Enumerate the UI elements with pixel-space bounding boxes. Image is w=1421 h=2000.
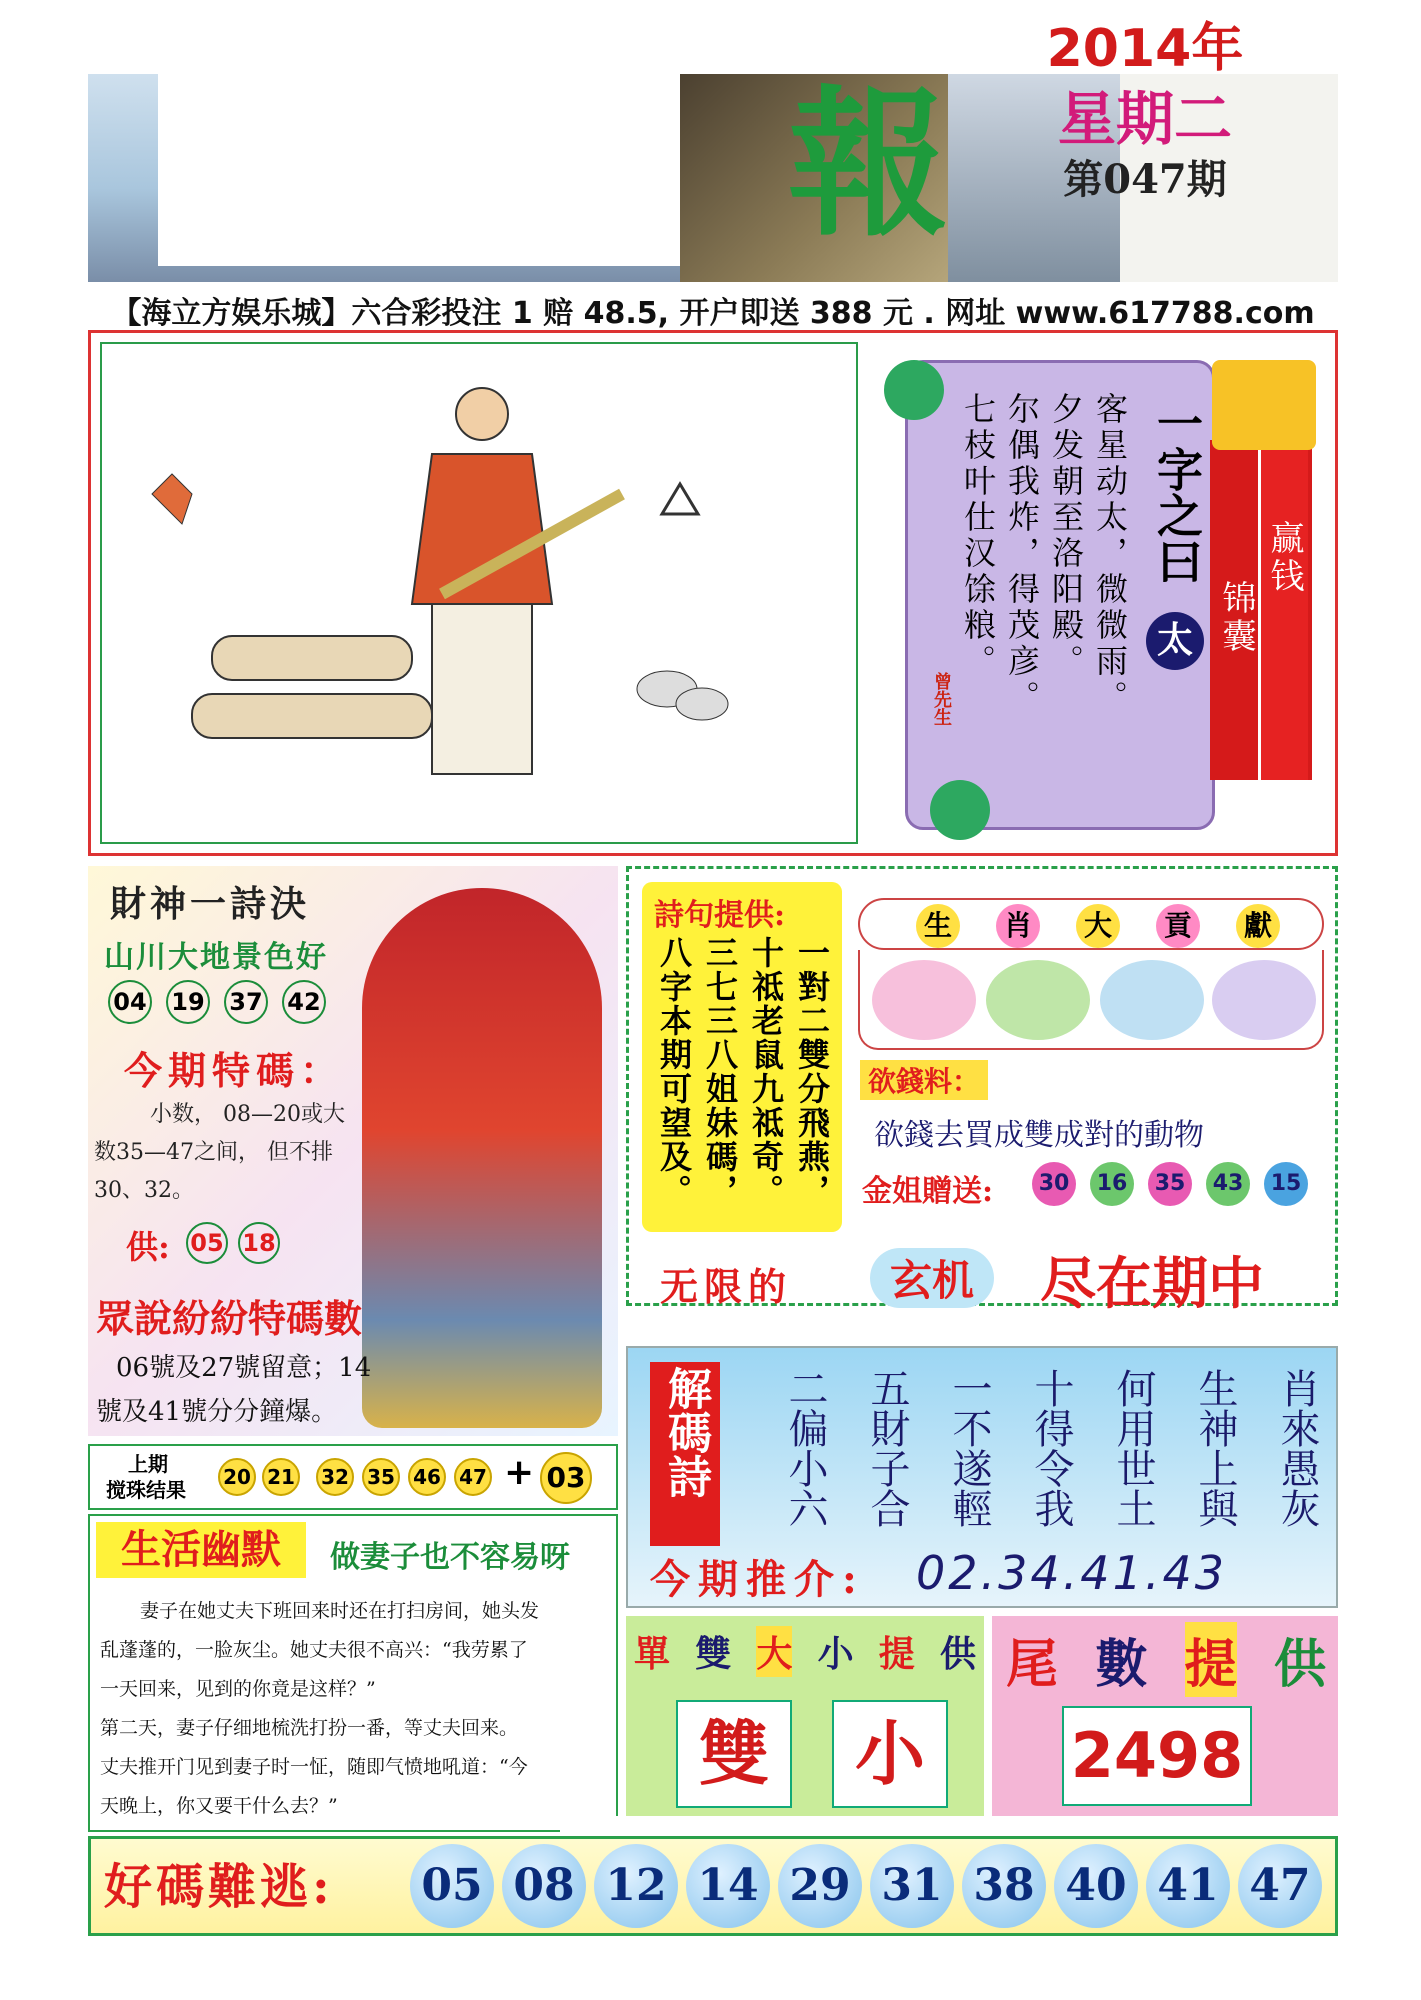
gold-number: 43 [1206, 1162, 1250, 1206]
special-title: 今期特碼： [124, 1048, 345, 1093]
odd-even-title-char: 小 [817, 1633, 854, 1675]
jie-col: 何用世土 [1110, 1368, 1156, 1528]
odd-even-title-char: 提 [878, 1633, 915, 1675]
yu-title: 欲錢料： [860, 1060, 988, 1100]
gold-number: 16 [1090, 1162, 1134, 1206]
scroll-line-1: 客星动太，微微雨。 [1091, 392, 1129, 716]
tab-label-bag: 锦囊 [1216, 580, 1256, 656]
scroll-line-2: 夕发朝至洛阳殿。 [1047, 392, 1085, 680]
bottom-number: 47 [1238, 1844, 1322, 1928]
caishen-number: 19 [166, 980, 210, 1024]
life-line: 乱蓬蓬的，一脸灰尘。她丈夫很不高兴：“我劳累了 [100, 1639, 528, 1661]
gold-number: 30 [1032, 1162, 1076, 1206]
last-draw-number: 47 [454, 1458, 492, 1496]
life-title: 生活幽默 [96, 1522, 306, 1578]
poem-col-3: 三七三八姐妹碼， [701, 936, 739, 1208]
bottom-number: 14 [686, 1844, 770, 1928]
last-draw-special: 03 [540, 1452, 592, 1504]
year-label: 2014年 [1046, 19, 1244, 79]
snake-icon [872, 960, 976, 1040]
life-line: 妻子在她丈夫下班回来时还在打扫房间，她头发 [140, 1600, 540, 1622]
ad-line: 【海立方娱乐城】六合彩投注 1 赔 48.5, 开户即送 388 元 . 网址 www.617788.com [111, 296, 1315, 331]
odd-even-title-char: 大 [756, 1626, 792, 1677]
odd-even-title [634, 1626, 976, 1677]
caishen-title: 財神一詩決 [110, 883, 311, 925]
jie-col: 肖來愚灰 [1274, 1368, 1320, 1528]
zodiac-title-char: 獻 [1236, 904, 1280, 948]
caishen-number: 37 [224, 980, 268, 1024]
last-draw-number: 21 [262, 1458, 300, 1496]
rabbit-icon [1212, 960, 1316, 1040]
jie-col: 生神上與 [1192, 1368, 1238, 1528]
dog-icon [1100, 960, 1204, 1040]
special-text: 小数， 08—20或大数35—47之间， 但不排30、32。 [94, 1102, 345, 1203]
odd-even-title-char: 雙 [695, 1633, 732, 1675]
tail-value: 2498 [1062, 1706, 1252, 1806]
bottom-number: 08 [502, 1844, 586, 1928]
scroll-author: 曾先生 [931, 672, 952, 726]
life-line: 第二天，妻子仔细地梳洗打扮一番，等丈夫回来。 [100, 1717, 519, 1739]
scroll-bottom-roll [930, 780, 990, 840]
goat-icon [986, 960, 1090, 1040]
scroll-line-4: 七枝叶仕汉馀粮。 [959, 392, 997, 680]
red-tab [1258, 450, 1308, 780]
gold-number: 35 [1148, 1162, 1192, 1206]
zodiac-title-char: 大 [1076, 904, 1120, 948]
last-draw-number: 46 [408, 1458, 446, 1496]
jie-col: 十得令我 [1028, 1368, 1074, 1528]
poem-box-title: 詩句提供: [654, 898, 786, 933]
gong-number: 05 [186, 1222, 228, 1264]
yu-text: 欲錢去買成雙成對的動物 [874, 1118, 1204, 1153]
poem-col-1: 一對二雙分飛燕， [793, 936, 831, 1208]
bottom-number: 40 [1054, 1844, 1138, 1928]
last-draw-label-a: 上期 [128, 1452, 168, 1476]
zodiac-title-char: 貢 [1156, 904, 1200, 948]
slogan-c: 尽在期中 [1040, 1251, 1264, 1317]
recommend-label: 今期推介: [650, 1556, 865, 1603]
scroll-title-char: 太 [1146, 612, 1204, 670]
tail-title-char: 尾 [1006, 1634, 1059, 1695]
life-subtitle: 做妻子也不容易呀 [330, 1540, 570, 1575]
caishen-number: 42 [282, 980, 326, 1024]
gold-label: 金姐贈送: [862, 1174, 994, 1209]
life-text [100, 1592, 606, 1826]
caishen-verse: 山川大地景色好 [104, 940, 328, 975]
jie-col: 五財子合 [864, 1368, 910, 1528]
bottom-number: 38 [962, 1844, 1046, 1928]
tail-title [1006, 1622, 1326, 1697]
jie-col: 二偏小六 [782, 1368, 828, 1528]
bottom-number: 29 [778, 1844, 862, 1928]
odd-even-title-char: 供 [939, 1633, 976, 1675]
gold-number: 15 [1264, 1162, 1308, 1206]
zodiac-title-char: 生 [916, 904, 960, 948]
gong-number: 18 [238, 1222, 280, 1264]
jie-col: 一不遂輕 [946, 1368, 992, 1528]
caishen-numbers [108, 980, 358, 1024]
last-draw-number: 35 [362, 1458, 400, 1496]
masthead-title: 報 [788, 74, 949, 258]
scroll-top-roll [884, 360, 944, 420]
last-draw-number: 20 [218, 1458, 256, 1496]
last-draw-label-b: 搅珠结果 [106, 1478, 186, 1502]
issue-label: 第047期 [1063, 156, 1227, 203]
poem-col-2: 十祗老鼠九祗奇。 [747, 936, 785, 1208]
bottom-number: 41 [1146, 1844, 1230, 1928]
life-line: 天晚上，你又要干什么去？” [100, 1795, 338, 1817]
slogan-a: 无限的 [660, 1264, 793, 1309]
tab-label-win: 赢钱 [1264, 520, 1304, 596]
life-line: 一天回来，见到的你竟是这样？” [100, 1678, 376, 1700]
bottom-number: 12 [594, 1844, 678, 1928]
crowd-text: 06號及27號留意；14號及41號分分鐘爆。 [96, 1353, 372, 1427]
tail-title-char: 數 [1095, 1634, 1148, 1695]
slogan-b: 玄机 [870, 1248, 994, 1308]
caishen-number: 04 [108, 980, 152, 1024]
zodiac-title-bar [858, 898, 1324, 950]
bottom-number: 31 [870, 1844, 954, 1928]
size-value: 小 [832, 1700, 948, 1808]
odd-even-value: 雙 [676, 1700, 792, 1808]
gong-numbers [186, 1222, 280, 1264]
scroll-title: 一字之曰 [1150, 400, 1204, 584]
tail-title-char: 提 [1185, 1622, 1237, 1697]
odd-even-title-char: 單 [634, 1633, 671, 1675]
weekday-label: 星期二 [1057, 85, 1232, 153]
bottom-number: 05 [410, 1844, 494, 1928]
woodcutter-drawing [102, 344, 856, 842]
gold-ingot-icon [1212, 360, 1316, 450]
scroll-line-3: 尔偶我炸，得茂彦。 [1003, 392, 1041, 716]
jie-ma-label [650, 1362, 720, 1546]
recommend-value: 02.34.41.43 [916, 1546, 1227, 1600]
cartoon-illustration [100, 342, 858, 844]
poem-col-4: 八字本期可望及。 [655, 936, 693, 1208]
last-draw-plus: + [504, 1452, 535, 1493]
life-line: 丈夫推开门见到妻子时一怔，随即气愤地吼道：“今 [100, 1756, 528, 1778]
blank-area [158, 74, 758, 266]
zodiac-title-char: 肖 [996, 904, 1040, 948]
last-draw-number: 32 [316, 1458, 354, 1496]
jie-ma-label-text: 解碼詩 [660, 1366, 711, 1498]
crowd-title: 眾說紛紛特碼數 [96, 1296, 363, 1341]
caishen-figure [362, 888, 602, 1428]
gold-numbers [1032, 1162, 1308, 1206]
tail-title-char: 供 [1273, 1634, 1326, 1695]
gong-label: 供: [126, 1228, 170, 1266]
bottom-label: 好碼難逃: [104, 1859, 334, 1915]
